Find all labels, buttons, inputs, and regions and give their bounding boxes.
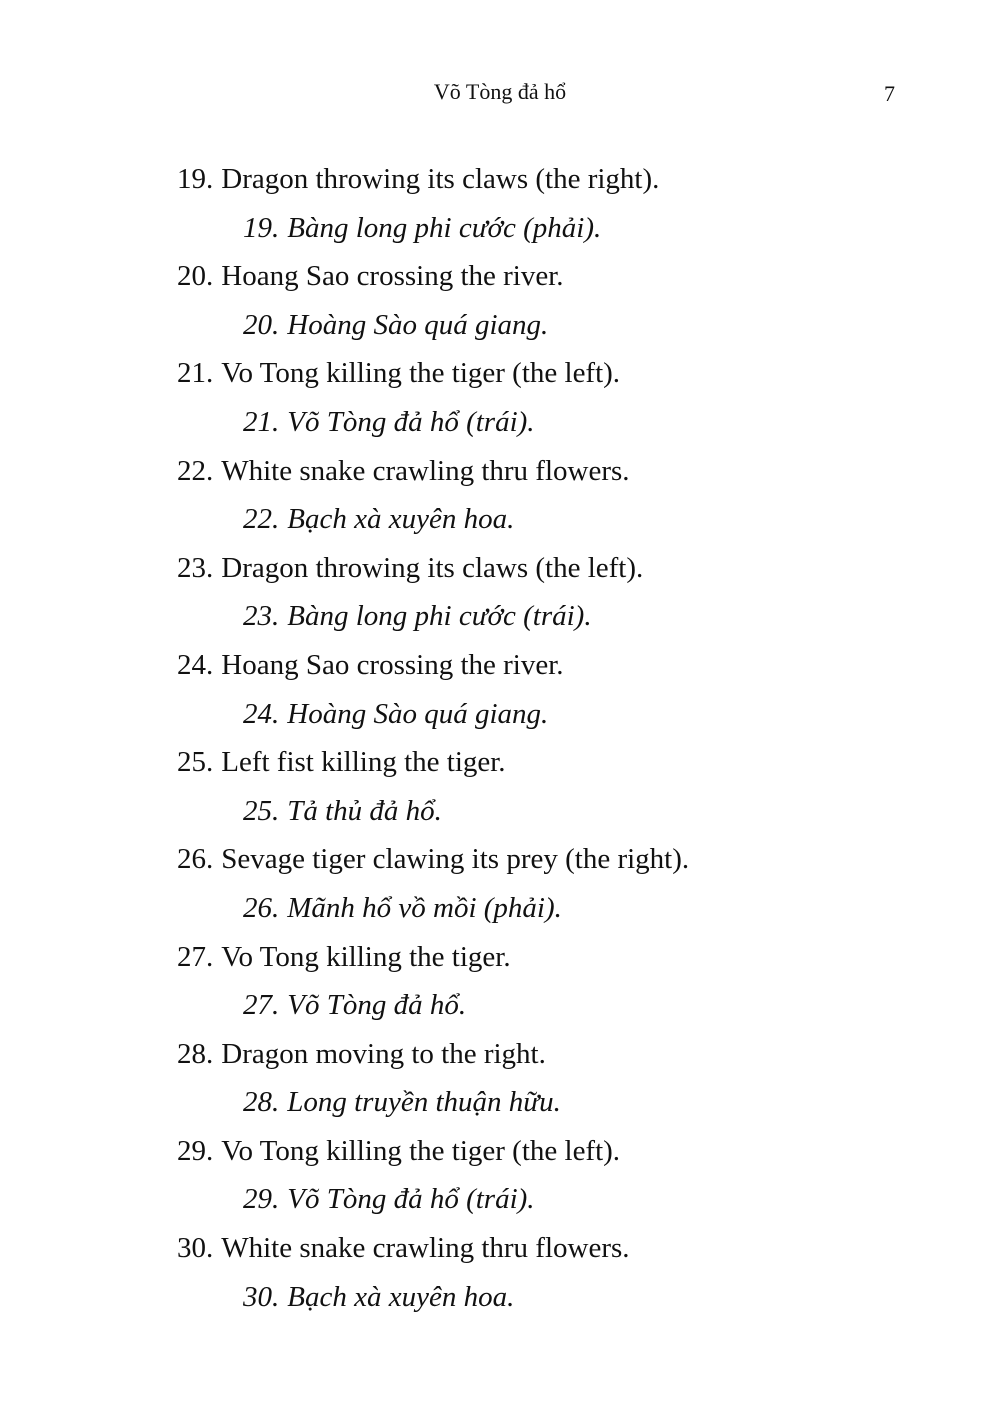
english-line	[0, 544, 1000, 593]
viet-item-number: 24.	[243, 697, 280, 730]
english-line	[0, 447, 1000, 496]
list-item	[0, 738, 1000, 835]
list-item	[0, 1030, 1000, 1127]
list-item	[0, 1224, 1000, 1321]
vietnamese-text: Bàng long phi cước (trái).	[287, 600, 592, 633]
list-item	[0, 835, 1000, 932]
viet-item-number: 19.	[243, 211, 280, 244]
english-line	[0, 252, 1000, 301]
viet-item-number: 23.	[243, 600, 280, 633]
running-header-title: Võ Tòng đả hổ	[433, 79, 567, 104]
english-line	[0, 1030, 1000, 1079]
vietnamese-text: Võ Tòng đả hổ.	[287, 989, 467, 1022]
vietnamese-text: Mãnh hổ vồ mồi (phải).	[287, 891, 562, 924]
english-line	[0, 933, 1000, 982]
vietnamese-line	[0, 204, 1000, 253]
english-line	[0, 738, 1000, 787]
english-text: Hoang Sao crossing the river.	[221, 260, 564, 293]
item-number: 19.	[177, 163, 214, 195]
english-text: Hoang Sao crossing the river.	[221, 648, 564, 681]
vietnamese-text: Hoàng Sào quá giang.	[287, 697, 549, 730]
list-item	[0, 155, 1000, 252]
viet-item-number: 20.	[243, 308, 280, 341]
vietnamese-line	[0, 398, 1000, 447]
english-text: Left fist killing the tiger.	[221, 746, 506, 779]
vietnamese-text: Tả thủ đả hổ.	[287, 794, 442, 827]
viet-item-number: 22.	[243, 503, 280, 536]
viet-item-number: 21.	[243, 405, 280, 438]
list-item	[0, 544, 1000, 641]
item-number: 25.	[177, 746, 214, 779]
list-item	[0, 641, 1000, 738]
vietnamese-line	[0, 1273, 1000, 1322]
vietnamese-text: Võ Tòng đả hổ (trái).	[287, 1183, 535, 1216]
vietnamese-line	[0, 981, 1000, 1030]
english-line	[0, 835, 1000, 884]
viet-item-number: 27.	[243, 989, 280, 1022]
vietnamese-line	[0, 884, 1000, 933]
english-line	[0, 349, 1000, 398]
english-text: White snake crawling thru flowers.	[221, 454, 630, 487]
item-number: 20.	[177, 260, 214, 293]
item-number: 24.	[177, 648, 214, 681]
list-item	[0, 252, 1000, 349]
vietnamese-line	[0, 787, 1000, 836]
viet-item-number: 30.	[243, 1280, 280, 1313]
english-line	[0, 155, 1000, 204]
item-number: 23.	[177, 551, 214, 584]
item-number: 30.	[177, 1232, 214, 1265]
english-text: Dragon throwing its claws (the left).	[221, 551, 644, 584]
item-number: 26.	[177, 843, 214, 876]
english-text: Dragon throwing its claws (the right).	[221, 163, 660, 195]
vietnamese-text: Long truyền thuận hữu.	[287, 1086, 561, 1119]
list-item	[0, 349, 1000, 446]
vietnamese-text: Bàng long phi cước (phải).	[287, 211, 602, 244]
english-text: Vo Tong killing the tiger (the left).	[221, 357, 621, 390]
english-line	[0, 641, 1000, 690]
english-text: Dragon moving to the right.	[221, 1037, 546, 1070]
english-line	[0, 1127, 1000, 1176]
technique-list	[0, 155, 1000, 1321]
english-text: Vo Tong killing the tiger.	[221, 940, 511, 973]
list-item	[0, 933, 1000, 1030]
list-item	[0, 1127, 1000, 1224]
english-text: Sevage tiger clawing its prey (the right).	[221, 843, 690, 876]
list-item	[0, 447, 1000, 544]
vietnamese-text: Võ Tòng đả hổ (trái).	[287, 405, 535, 438]
viet-item-number: 26.	[243, 891, 280, 924]
viet-item-number: 25.	[243, 794, 280, 827]
vietnamese-text: Hoàng Sào quá giang.	[287, 308, 549, 341]
vietnamese-line	[0, 1078, 1000, 1127]
item-number: 29.	[177, 1134, 214, 1167]
english-text: White snake crawling thru flowers.	[221, 1232, 630, 1265]
vietnamese-text: Bạch xà xuyên hoa.	[287, 503, 515, 536]
item-number: 27.	[177, 940, 214, 973]
vietnamese-line	[0, 301, 1000, 350]
viet-item-number: 28.	[243, 1086, 280, 1119]
english-line	[0, 1224, 1000, 1273]
vietnamese-line	[0, 592, 1000, 641]
page-number: 7	[884, 81, 895, 106]
item-number: 21.	[177, 357, 214, 390]
vietnamese-line	[0, 690, 1000, 739]
english-text: Vo Tong killing the tiger (the left).	[221, 1134, 621, 1167]
vietnamese-text: Bạch xà xuyên hoa.	[287, 1280, 515, 1313]
item-number: 22.	[177, 454, 214, 487]
vietnamese-line	[0, 1175, 1000, 1224]
viet-item-number: 29.	[243, 1183, 280, 1216]
vietnamese-line	[0, 495, 1000, 544]
item-number: 28.	[177, 1037, 214, 1070]
